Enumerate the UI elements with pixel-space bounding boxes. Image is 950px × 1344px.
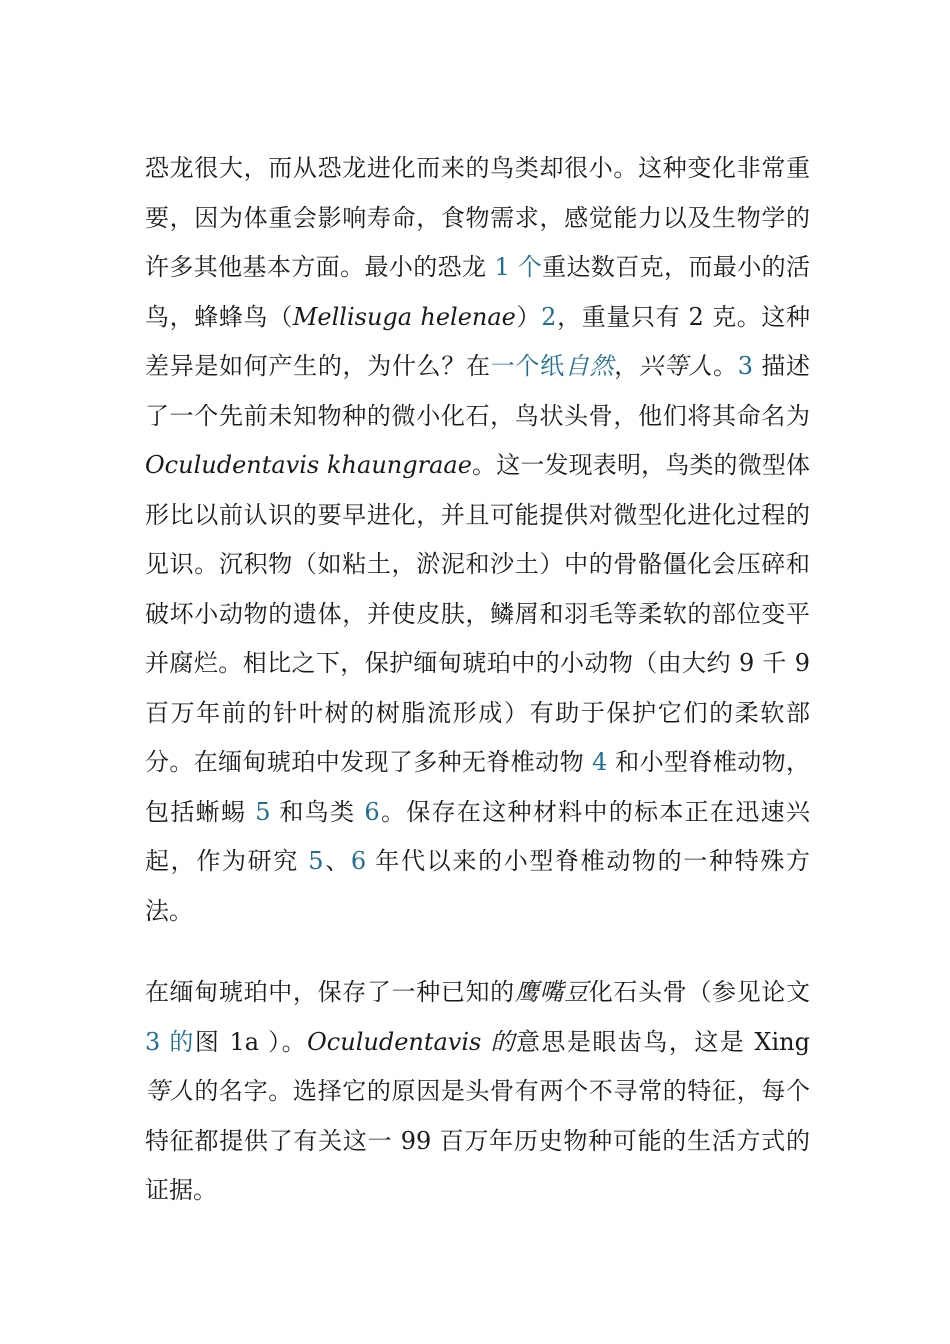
text-run: 恐龙很大，而从恐龙进化而来的鸟类却很小。这种变化非常重要，因为体重会影响寿命，食物需求，感觉能力以及生物学的许多其他基本方面。最小的恐龙 (145, 154, 810, 281)
text-run: ，重量只有 2 克。这种差异是如何产生的，为什么？在 (145, 302, 811, 380)
reference-link[interactable]: 3 (737, 352, 753, 380)
text-run: 意思是眼齿鸟，这是 Xing (515, 1027, 810, 1056)
reference-link[interactable]: 6 (364, 797, 380, 826)
paragraph-2 (145, 968, 810, 1216)
paragraph-1 (145, 144, 810, 936)
text-run: 。保存在这种材料中的标本正在迅速兴起，作为研究 (145, 797, 810, 875)
reference-link[interactable]: 5 (308, 847, 324, 875)
text-run: Oculudentavis 的 (307, 1027, 516, 1056)
text-run: 。 (713, 352, 738, 380)
text-run: 重达数百克，而最小的活鸟，蜂蜂鸟（ (145, 253, 810, 331)
reference-link[interactable]: 自然 (564, 352, 615, 380)
text-run: 和小型脊椎动物，包括蜥蜴 (145, 748, 810, 826)
reference-link[interactable]: 3 的 (145, 1027, 195, 1056)
text-run: 和鸟类 (270, 797, 365, 826)
text-run: 描述了一个先前未知物种的微小化石，鸟状头骨，他们将其命名为 (145, 352, 811, 430)
text-run: Mellisuga helenae (292, 302, 516, 331)
text-run: 等人 (145, 1077, 195, 1105)
text-run: 、 (323, 847, 351, 875)
text-run: 兴等人 (638, 352, 714, 380)
text-run: 在缅甸琥珀中，保存了一种已知的 (145, 978, 515, 1006)
text-run: ， (614, 352, 639, 380)
reference-link[interactable]: 一个纸 (490, 352, 565, 380)
text-run: ） (515, 302, 542, 331)
text-run: 化石头骨（参见论文 (588, 978, 811, 1006)
reference-link[interactable]: 6 (350, 847, 367, 875)
text-run: 图 1a ）。 (194, 1027, 308, 1056)
text-run: Oculudentavis khaungraae (145, 451, 472, 479)
reference-link[interactable]: 4 (591, 748, 608, 776)
reference-link[interactable]: 2 (541, 302, 557, 331)
text-run: 年代以来的小型脊椎动物的一种特殊方法。 (145, 847, 810, 925)
text-run: 。这一发现表明，鸟类的微型体形比以前认识的要早进化，并且可能提供对微型化进化过程的见识。沉积物（如粘土，淤泥和沙土）中的骨骼僵化会压碎和破坏小动物的遗体，并使皮肤，鳞屑和羽毛等柔软的部位变平并腐烂。相比之下，保护缅甸琥珀中的小动物（由大约 9 千 9 百万年前的针叶树的树脂流形成）有助于保护它们的柔软部分。在缅甸琥珀中发现了多种无脊椎动物 (145, 451, 811, 776)
text-run: 的名字。选择它的原因是头骨有两个不寻常的特征，每个特征都提供了有关这一 99 百万年历史物种可能的生活方式的证据。 (145, 1077, 811, 1204)
reference-link[interactable]: 1 个 (494, 253, 543, 281)
text-run: 鹰嘴豆 (514, 978, 589, 1006)
reference-link[interactable]: 5 (255, 797, 271, 826)
